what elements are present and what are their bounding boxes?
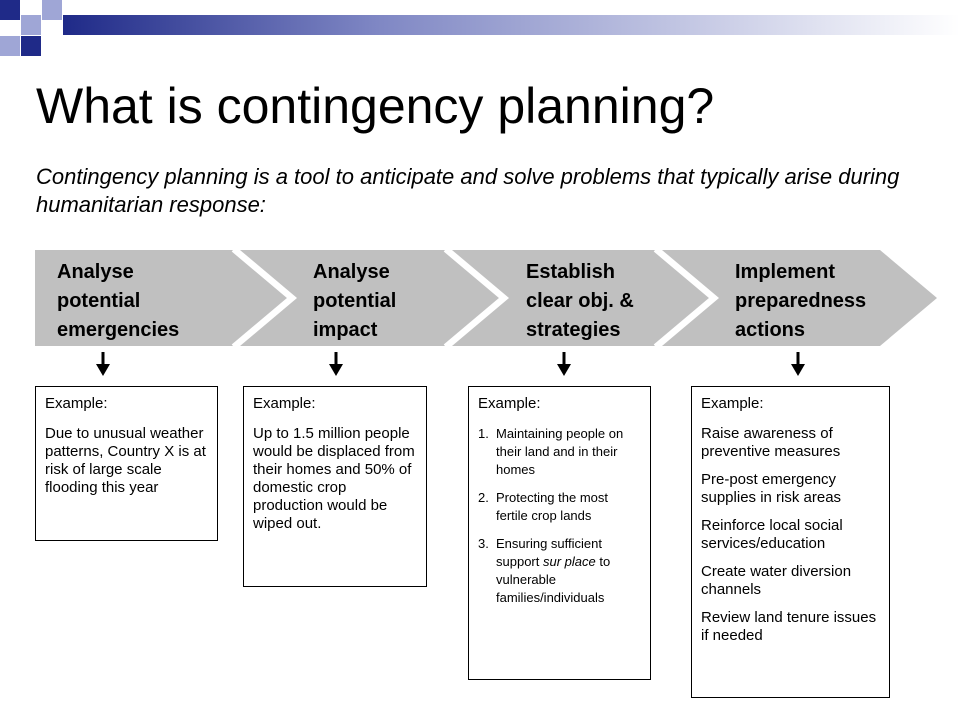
slide-title: What is contingency planning?	[36, 78, 715, 134]
example-box	[691, 386, 890, 698]
example-list-item: 3. Ensuring sufficient support sur place to vulnerable families/individuals	[478, 536, 611, 605]
example-action: Reinforce local social services/education	[701, 517, 843, 552]
decor-square	[21, 36, 41, 56]
example-action: Create water diversion channels	[701, 563, 852, 598]
example-text: Up to 1.5 million people would be displaced from their homes and 50% of domestic crop production would be wiped out.	[253, 425, 415, 532]
example-heading: Example:	[253, 395, 316, 412]
example-list-item: 2. Protecting the most fertile crop lands	[478, 490, 608, 523]
example-action: Review land tenure issues if needed	[701, 609, 877, 644]
example-action: Raise awareness of preventive measures	[701, 425, 841, 460]
decor-square	[0, 0, 20, 20]
example-box	[35, 386, 218, 541]
example-text: Due to unusual weather patterns, Country X is at risk of large scale flooding this year	[45, 425, 206, 496]
down-arrow-icon	[96, 352, 110, 376]
down-arrow-icon	[791, 352, 805, 376]
example-box	[468, 386, 651, 680]
decor-square	[21, 15, 41, 35]
example-action: Pre-post emergency supplies in risk areas	[701, 471, 842, 506]
down-arrow-icon	[329, 352, 343, 376]
example-heading: Example:	[45, 395, 108, 412]
down-arrow-icon	[557, 352, 571, 376]
example-box	[243, 386, 427, 587]
decor-gradient-bar	[63, 15, 960, 35]
example-heading: Example:	[478, 395, 541, 412]
slide-subtitle: Contingency planning is a tool to anticipate and solve problems that typically arise during humanitarian response:	[36, 164, 900, 217]
step-label: Implement preparedness actions	[735, 261, 867, 341]
example-list-item: 1. Maintaining people on their land and in their homes	[478, 426, 624, 477]
decor-square	[42, 0, 62, 20]
step-label: Analyse potential emergencies	[57, 261, 180, 341]
decor-square	[0, 36, 20, 56]
step-label: Analyse potential impact	[313, 261, 397, 341]
example-heading: Example:	[701, 395, 764, 412]
header-decoration	[0, 0, 960, 60]
step-label: Establish clear obj. & strategies	[526, 261, 634, 341]
